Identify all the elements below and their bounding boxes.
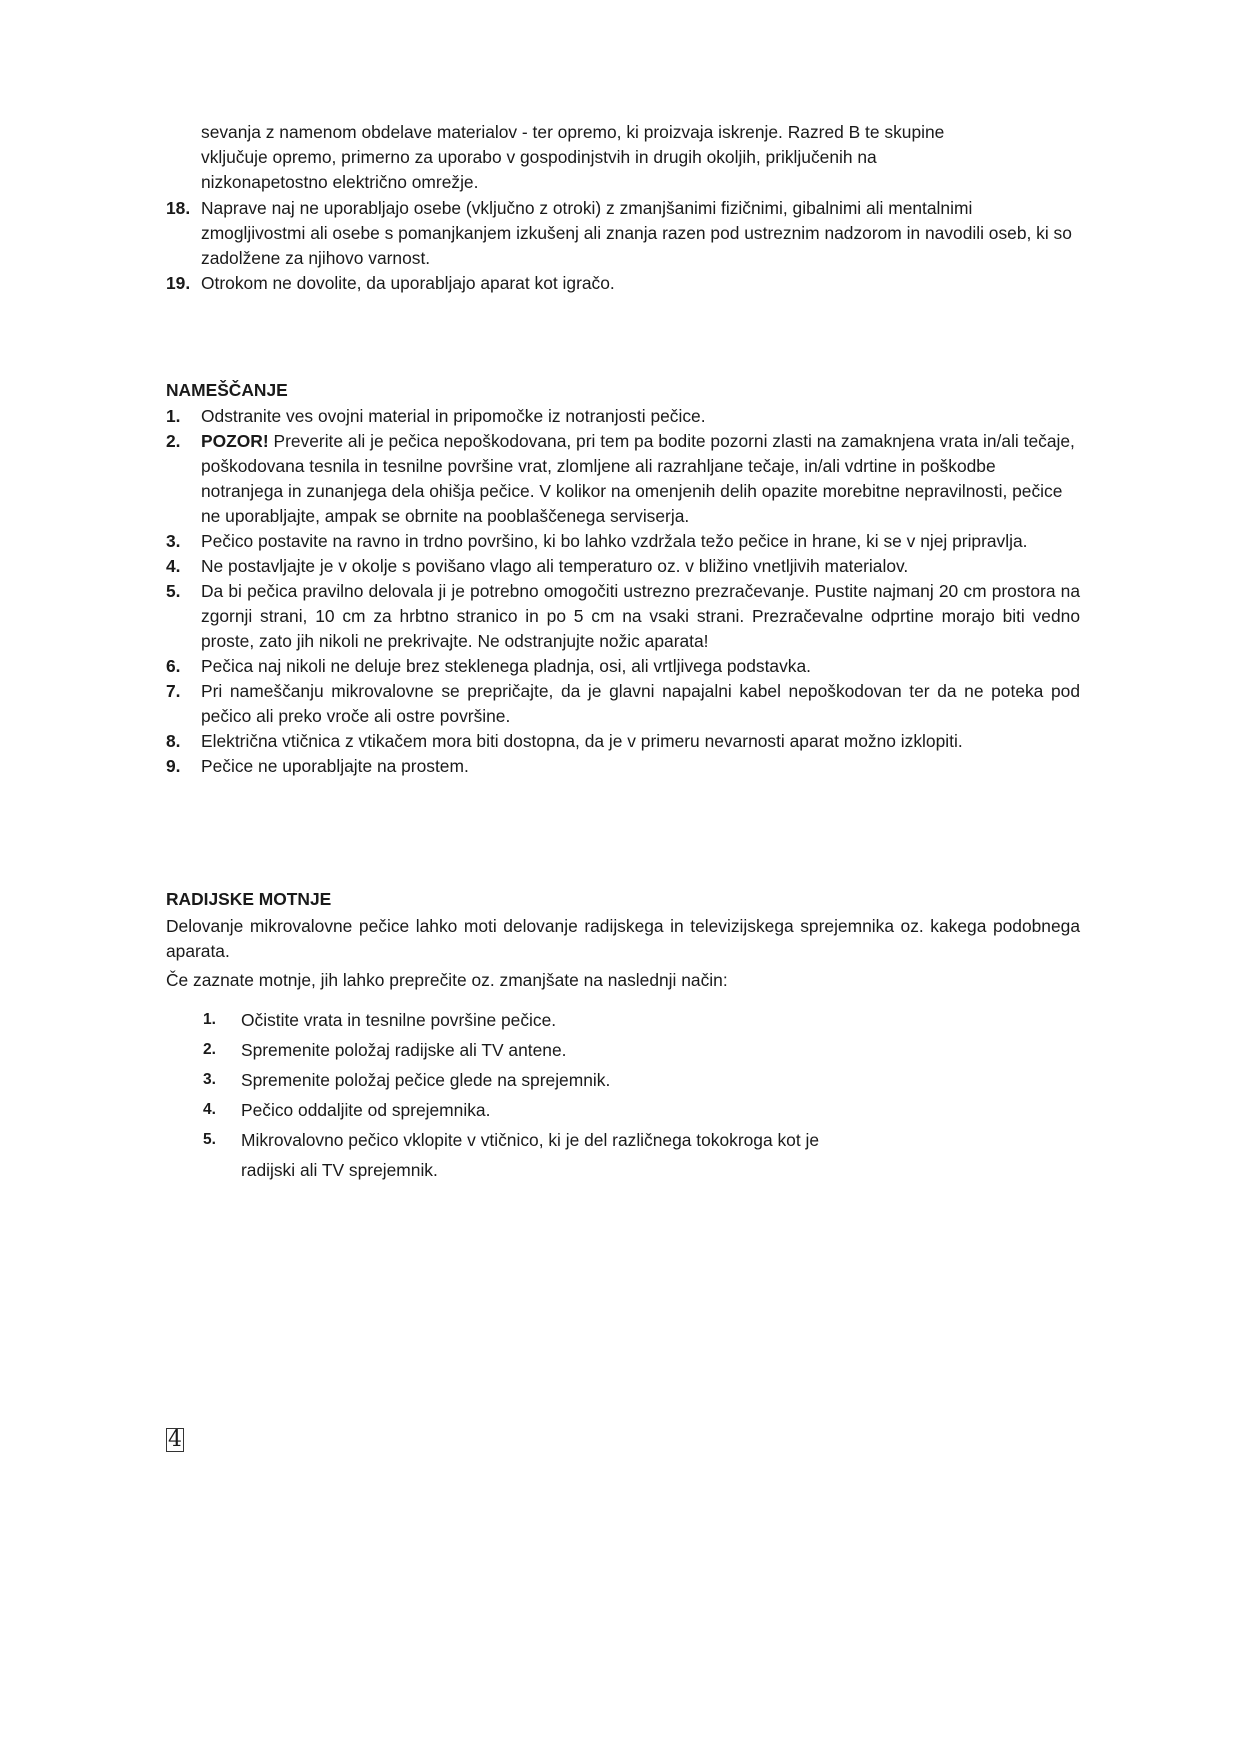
list-item bbox=[166, 529, 1080, 554]
list-item bbox=[203, 1125, 861, 1185]
item-text: Spremenite položaj radijske ali TV antene. bbox=[241, 1040, 567, 1060]
item-number: 5. bbox=[203, 1131, 216, 1148]
item-number: 18. bbox=[166, 198, 191, 218]
item-text bbox=[201, 429, 1080, 529]
item-number: 19. bbox=[166, 273, 191, 293]
item-text: Da bi pečica pravilno delovala ji je potrebno omogočiti ustrezno prezračevanje. Pustite najmanj 20 cm prostora na zgornji strani, 10 cm za hrbtno stranico in po 5 cm na vsaki strani. Prezračevalne odprtine morajo biti vedno proste, zato jih nikoli ne prekrivajte. Ne odstranjujte nožic aparata! bbox=[201, 581, 1080, 651]
item-text: Ne postavljajte je v okolje s povišano vlago ali temperaturo oz. v bližino vnetljivih materialov. bbox=[201, 556, 909, 576]
item-text: Odstranite ves ovojni material in pripomočke iz notranjosti pečice. bbox=[201, 406, 706, 426]
list-item bbox=[166, 654, 1080, 679]
list-item bbox=[166, 679, 1080, 729]
warning-label: POZOR! bbox=[201, 431, 269, 451]
item-number: 8. bbox=[166, 731, 181, 751]
list-item bbox=[166, 429, 1080, 529]
item-text: Električna vtičnica z vtikačem mora biti dostopna, da je v primeru nevarnosti aparat možno izklopiti. bbox=[201, 731, 963, 751]
item-text: Pečico postavite na ravno in trdno površino, ki bo lahko vzdržala težo pečice in hrane, ki se v njej pripravlja. bbox=[201, 531, 1028, 551]
item-number: 1. bbox=[203, 1011, 216, 1028]
page-number: 4 bbox=[168, 1427, 182, 1452]
item-text: Pečico oddaljite od sprejemnika. bbox=[241, 1100, 491, 1120]
item-number: 7. bbox=[166, 681, 181, 701]
item-number: 1. bbox=[166, 406, 181, 426]
item-text: Mikrovalovno pečico vklopite v vtičnico, ki je del različnega tokokroga kot je radijski ali TV sprejemnik. bbox=[241, 1130, 820, 1180]
interference-heading: RADIJSKE MOTNJE bbox=[166, 889, 332, 909]
safety-list bbox=[166, 196, 1080, 296]
interference-list bbox=[203, 1005, 1003, 1185]
list-item bbox=[203, 1095, 1003, 1125]
list-item bbox=[203, 1065, 1003, 1095]
item-number: 4. bbox=[203, 1101, 216, 1118]
item-text: Naprave naj ne uporabljajo osebe (vključno z otroki) z zmanjšanimi fizičnimi, gibalnimi ali mentalnimi zmogljivostmi ali osebe s pomanjkanjem izkušenj ali znanja razen pod ustreznim nadzorom in navodili oseb, ki so zadolžene za njihovo varnost. bbox=[201, 198, 1072, 268]
list-item bbox=[166, 729, 1080, 754]
intro-line: vključuje opremo, primerno za uporabo v gospodinjstvih in drugih okoljih, priključenih na bbox=[201, 147, 877, 167]
list-item bbox=[166, 754, 1080, 779]
item-text: Pri nameščanju mikrovalovne se prepričajte, da je glavni napajalni kabel nepoškodovan ter da ne poteka pod pečico ali preko vroče ali ostre površine. bbox=[201, 681, 1080, 726]
warning-text: Preverite ali je pečica nepoškodovana, pri tem pa bodite pozorni zlasti na zamaknjena vrata in/ali tečaje, poškodovana tesnila in tesnilne površine vrat, zlomljene ali razrahljane tečaje, in/ali vdrtine in poškodbe notranjega in zunanjega dela ohišja pečice. V kolikor na omenjenih delih opazite morebitne nepravilnosti, pečice ne uporabljajte, ampak se obrnite na pooblaščenega serviserja. bbox=[201, 431, 1075, 526]
list-item bbox=[166, 579, 1080, 654]
interference-paragraph: Delovanje mikrovalovne pečice lahko moti delovanje radijskega in televizijskega sprejemnika oz. kakega podobnega aparata. bbox=[166, 916, 1080, 961]
list-item bbox=[203, 1005, 1003, 1035]
interference-intro bbox=[166, 914, 1080, 993]
item-number: 4. bbox=[166, 556, 181, 576]
item-number: 3. bbox=[203, 1071, 216, 1088]
item-text: Spremenite položaj pečice glede na sprejemnik. bbox=[241, 1070, 611, 1090]
installation-list bbox=[166, 404, 1080, 779]
intro-line: sevanja z namenom obdelave materialov - ter opremo, ki proizvaja iskrenje. Razred B te skupine bbox=[201, 122, 945, 142]
item-text: Pečica naj nikoli ne deluje brez steklenega pladnja, osi, ali vrtljivega podstavka. bbox=[201, 656, 811, 676]
intro-continuation bbox=[166, 120, 1080, 195]
item-number: 5. bbox=[166, 581, 181, 601]
list-item bbox=[166, 196, 1080, 271]
list-item bbox=[166, 271, 1080, 296]
item-number: 2. bbox=[166, 431, 181, 451]
list-item bbox=[166, 554, 1080, 579]
intro-line: nizkonapetostno električno omrežje. bbox=[201, 172, 479, 192]
item-text: Otrokom ne dovolite, da uporabljajo aparat kot igračo. bbox=[201, 273, 615, 293]
installation-heading: NAMEŠČANJE bbox=[166, 380, 288, 400]
item-number: 3. bbox=[166, 531, 181, 551]
item-number: 2. bbox=[203, 1041, 216, 1058]
interference-paragraph: Če zaznate motnje, jih lahko preprečite oz. zmanjšate na naslednji način: bbox=[166, 970, 728, 990]
item-text: Očistite vrata in tesnilne površine pečice. bbox=[241, 1010, 557, 1030]
list-item bbox=[166, 404, 1080, 429]
item-number: 6. bbox=[166, 656, 181, 676]
list-item bbox=[203, 1035, 1003, 1065]
item-text: Pečice ne uporabljajte na prostem. bbox=[201, 756, 469, 776]
item-number: 9. bbox=[166, 756, 181, 776]
